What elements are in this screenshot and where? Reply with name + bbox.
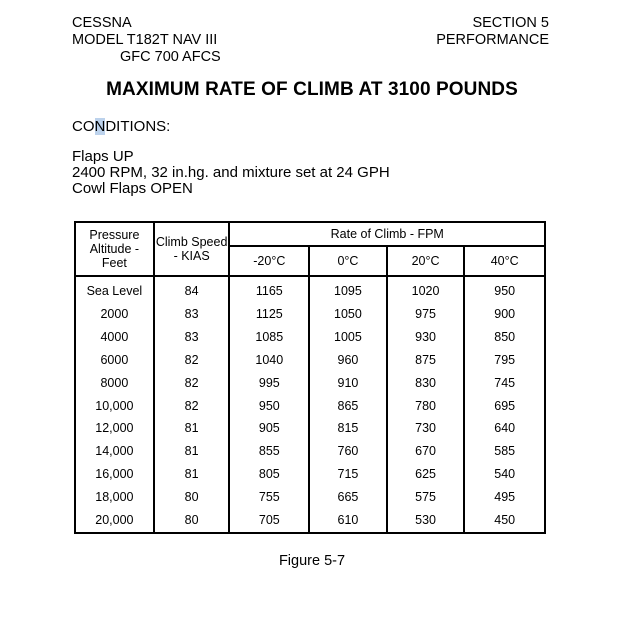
table-cell: 780 [387, 395, 465, 418]
table-cell: 80 [154, 509, 230, 533]
header-model: MODEL T182T NAV III [72, 32, 218, 48]
col-header-rate-of-climb: Rate of Climb - FPM [229, 222, 545, 246]
table-cell: 795 [464, 349, 545, 372]
table-row [75, 509, 545, 533]
header-right [436, 15, 549, 49]
table-cell: 1050 [309, 303, 387, 326]
table-cell: 960 [309, 349, 387, 372]
table-cell: 18,000 [75, 486, 154, 509]
table-cell: 82 [154, 372, 230, 395]
table-cell: 14,000 [75, 440, 154, 463]
table-cell: 1005 [309, 326, 387, 349]
table-cell: 81 [154, 463, 230, 486]
table-row [75, 440, 545, 463]
text-selection-highlight[interactable]: N [94, 118, 106, 135]
table-cell: 1125 [229, 303, 309, 326]
table-row [75, 349, 545, 372]
table-row [75, 417, 545, 440]
page-title: MAXIMUM RATE OF CLIMB AT 3100 POUNDS [106, 79, 518, 100]
col-header-temp-0: 0°C [309, 246, 387, 276]
table-row [75, 303, 545, 326]
conditions-label-suffix: DITIONS: [105, 118, 171, 135]
table-row [75, 463, 545, 486]
table-row [75, 326, 545, 349]
table-cell: 81 [154, 440, 230, 463]
table-body [75, 276, 545, 533]
table-cell: 730 [387, 417, 465, 440]
col-header-climb-speed: Climb Speed - KIAS [154, 222, 230, 276]
table-cell: 760 [309, 440, 387, 463]
table-cell: 1085 [229, 326, 309, 349]
table-cell: 81 [154, 417, 230, 440]
table-cell: 8000 [75, 372, 154, 395]
table-cell: 705 [229, 509, 309, 533]
table-cell: 450 [464, 509, 545, 533]
table-cell: 695 [464, 395, 545, 418]
table-cell: 910 [309, 372, 387, 395]
table-cell: 865 [309, 395, 387, 418]
col-header-temp-20: 20°C [387, 246, 465, 276]
table-cell: 585 [464, 440, 545, 463]
table-cell: 640 [464, 417, 545, 440]
col-header-temp-40: 40°C [464, 246, 545, 276]
conditions-label-prefix: CO [72, 118, 95, 135]
table-cell: 850 [464, 326, 545, 349]
condition-flaps: Flaps UP [72, 148, 134, 165]
col-header-altitude: Pressure Altitude - Feet [75, 222, 154, 276]
conditions-label [72, 118, 170, 135]
table-cell: 495 [464, 486, 545, 509]
table-cell: 805 [229, 463, 309, 486]
conditions-list [72, 149, 390, 197]
table-cell: 830 [387, 372, 465, 395]
table-row [75, 486, 545, 509]
table-cell: Sea Level [75, 276, 154, 303]
table-cell: 905 [229, 417, 309, 440]
header-left [72, 15, 221, 66]
header-section: SECTION 5 [472, 15, 549, 31]
table-row [75, 276, 545, 303]
table-cell: 670 [387, 440, 465, 463]
table-cell: 900 [464, 303, 545, 326]
header-section-name: PERFORMANCE [436, 32, 549, 48]
header-manufacturer: CESSNA [72, 15, 132, 31]
header-avionics: GFC 700 AFCS [120, 49, 221, 65]
table-cell: 975 [387, 303, 465, 326]
table-cell: 83 [154, 326, 230, 349]
table-cell: 665 [309, 486, 387, 509]
col-header-temp-minus20: -20°C [229, 246, 309, 276]
table-cell: 10,000 [75, 395, 154, 418]
table-cell: 1040 [229, 349, 309, 372]
table-cell: 1020 [387, 276, 465, 303]
table-cell: 1165 [229, 276, 309, 303]
table-cell: 755 [229, 486, 309, 509]
table-cell: 1095 [309, 276, 387, 303]
table-cell: 83 [154, 303, 230, 326]
table-cell: 82 [154, 349, 230, 372]
table-cell: 815 [309, 417, 387, 440]
table-cell: 855 [229, 440, 309, 463]
table-cell: 12,000 [75, 417, 154, 440]
table-cell: 715 [309, 463, 387, 486]
table-cell: 540 [464, 463, 545, 486]
table-cell: 84 [154, 276, 230, 303]
table-cell: 995 [229, 372, 309, 395]
condition-cowl-flaps: Cowl Flaps OPEN [72, 180, 193, 197]
table-cell: 20,000 [75, 509, 154, 533]
table-cell: 80 [154, 486, 230, 509]
table-cell: 575 [387, 486, 465, 509]
table-cell: 610 [309, 509, 387, 533]
rate-of-climb-table [74, 221, 546, 534]
table-cell: 875 [387, 349, 465, 372]
table-cell: 745 [464, 372, 545, 395]
table-cell: 950 [464, 276, 545, 303]
table-cell: 530 [387, 509, 465, 533]
table-row [75, 395, 545, 418]
table-cell: 2000 [75, 303, 154, 326]
table-cell: 6000 [75, 349, 154, 372]
table-cell: 16,000 [75, 463, 154, 486]
table-cell: 82 [154, 395, 230, 418]
figure-caption: Figure 5-7 [278, 553, 346, 569]
condition-power: 2400 RPM, 32 in.hg. and mixture set at 24 GPH [72, 164, 390, 181]
table-cell: 625 [387, 463, 465, 486]
table-row [75, 372, 545, 395]
table-cell: 930 [387, 326, 465, 349]
table-cell: 4000 [75, 326, 154, 349]
table-cell: 950 [229, 395, 309, 418]
